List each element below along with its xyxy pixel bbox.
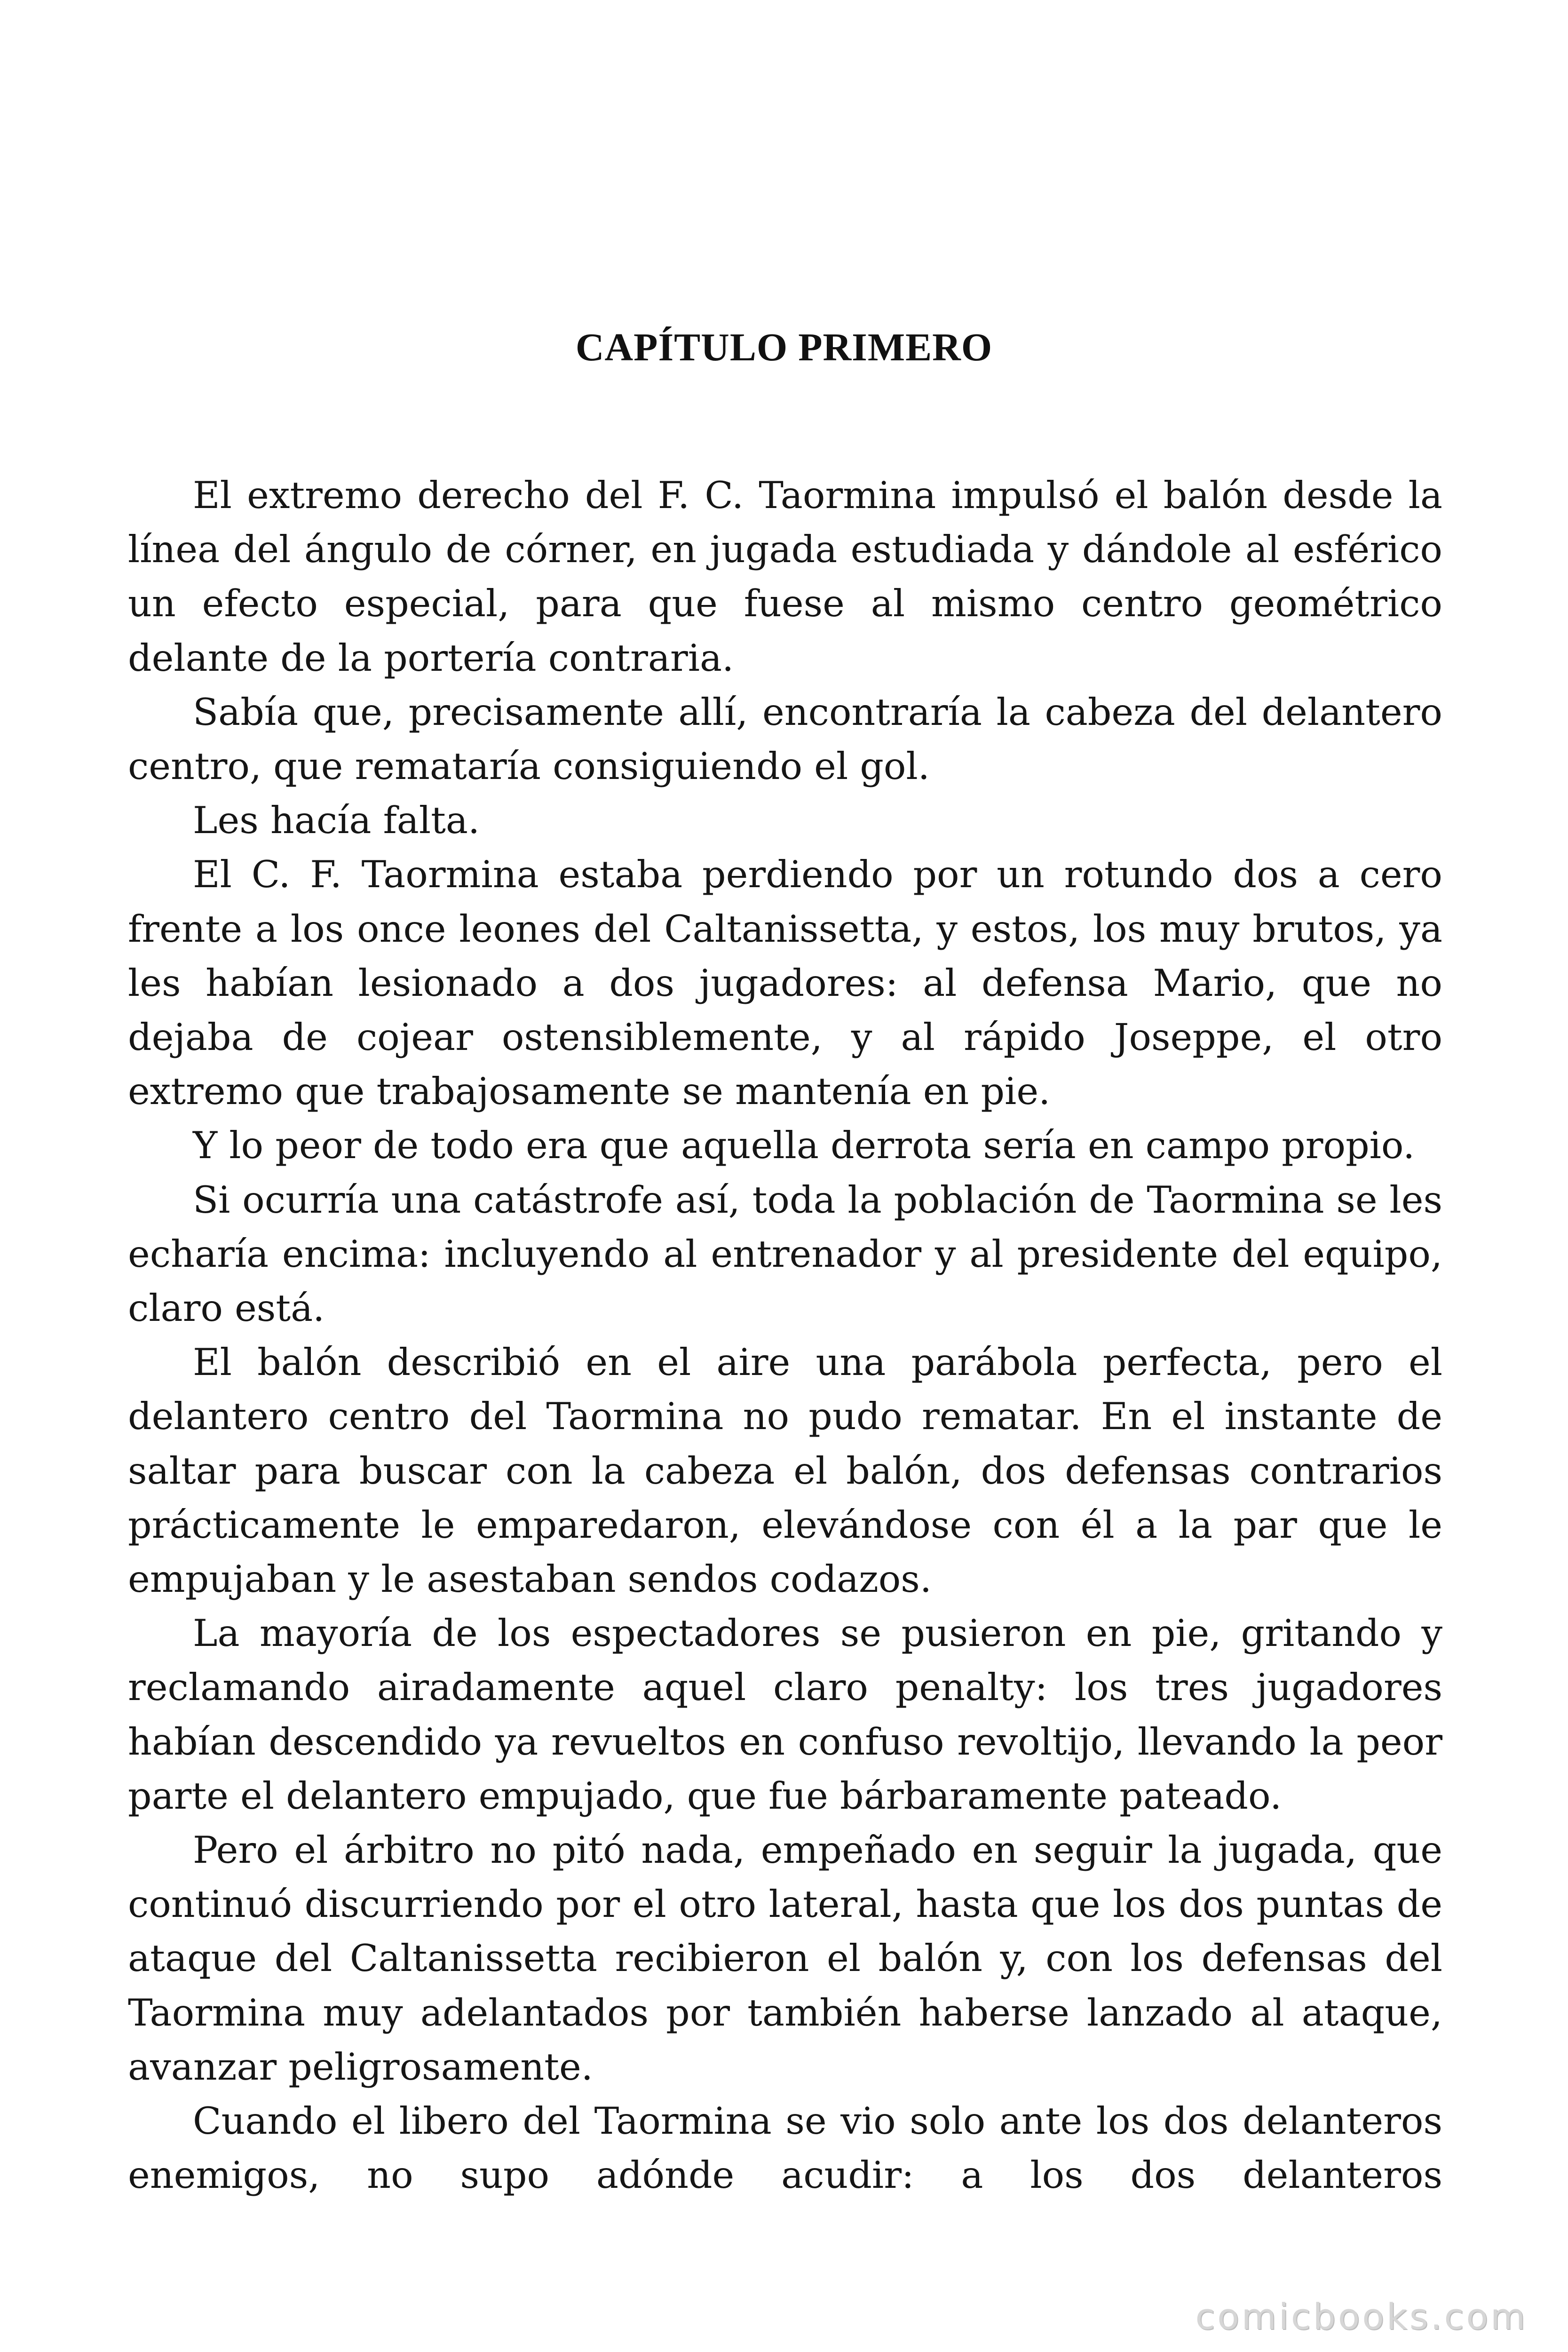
chapter-title: CAPÍTULO PRIMERO xyxy=(575,326,993,369)
paragraph: El balón describió en el aire una parábola perfecta, pero el delantero centro del Taormina no pudo rematar. En el instante de saltar para buscar con la cabeza el balón, dos defensas contrarios prácticamente le emparedaron, elevándose con él a la par que le empujaban y le asestaban sendos codazos. xyxy=(128,1341,1442,1601)
paragraph: El C. F. Taormina estaba perdiendo por un rotundo dos a cero frente a los once leones del Caltanissetta, y estos, los muy brutos, ya les habían lesionado a dos jugadores: al defensa Mario, que no dejaba de cojear ostensiblemente, y al rápido Joseppe, el otro extremo que trabajosamente se mantenía en pie. xyxy=(128,853,1442,1113)
paragraph: Pero el árbitro no pitó nada, empeñado en seguir la jugada, que continuó discurriendo por el otro lateral, hasta que los dos puntas de ataque del Caltanissetta recibieron el balón y, con los defensas del Taormina muy adelantados por también haberse lanzado al ataque, avanzar peligrosamente. xyxy=(128,1828,1442,2089)
paragraph-continued: Cuando el libero del Taormina se vio solo ante los dos delanteros enemigos, no supo adónde acudir: a los dos delanteros xyxy=(128,2099,1442,2197)
paragraph: Si ocurría una catástrofe así, toda la población de Taormina se les echaría encima: incluyendo al entrenador y al presidente del equipo, claro está. xyxy=(128,1178,1442,1330)
body-text xyxy=(128,469,1442,2203)
paragraph: Y lo peor de todo era que aquella derrota sería en campo propio. xyxy=(193,1124,1415,1168)
paragraph: La mayoría de los espectadores se pusieron en pie, gritando y reclamando airadamente aquel claro penalty: los tres jugadores habían descendido ya revueltos en confuso revoltijo, llevando la peor parte el delantero empujado, que fue bárbaramente pateado. xyxy=(128,1612,1442,1818)
paragraph: El extremo derecho del F. C. Taormina impulsó el balón desde la línea del ángulo de córner, en jugada estudiada y dándole al esférico un efecto especial, para que fuese al mismo centro geométrico delante de la portería contraria. xyxy=(128,474,1442,680)
watermark-logo: comicbooks.com xyxy=(1195,2296,1528,2337)
paragraph: Les hacía falta. xyxy=(193,799,480,842)
paragraph: Sabía que, precisamente allí, encontraría la cabeza del delantero centro, que remataría consiguiendo el gol. xyxy=(128,690,1442,788)
